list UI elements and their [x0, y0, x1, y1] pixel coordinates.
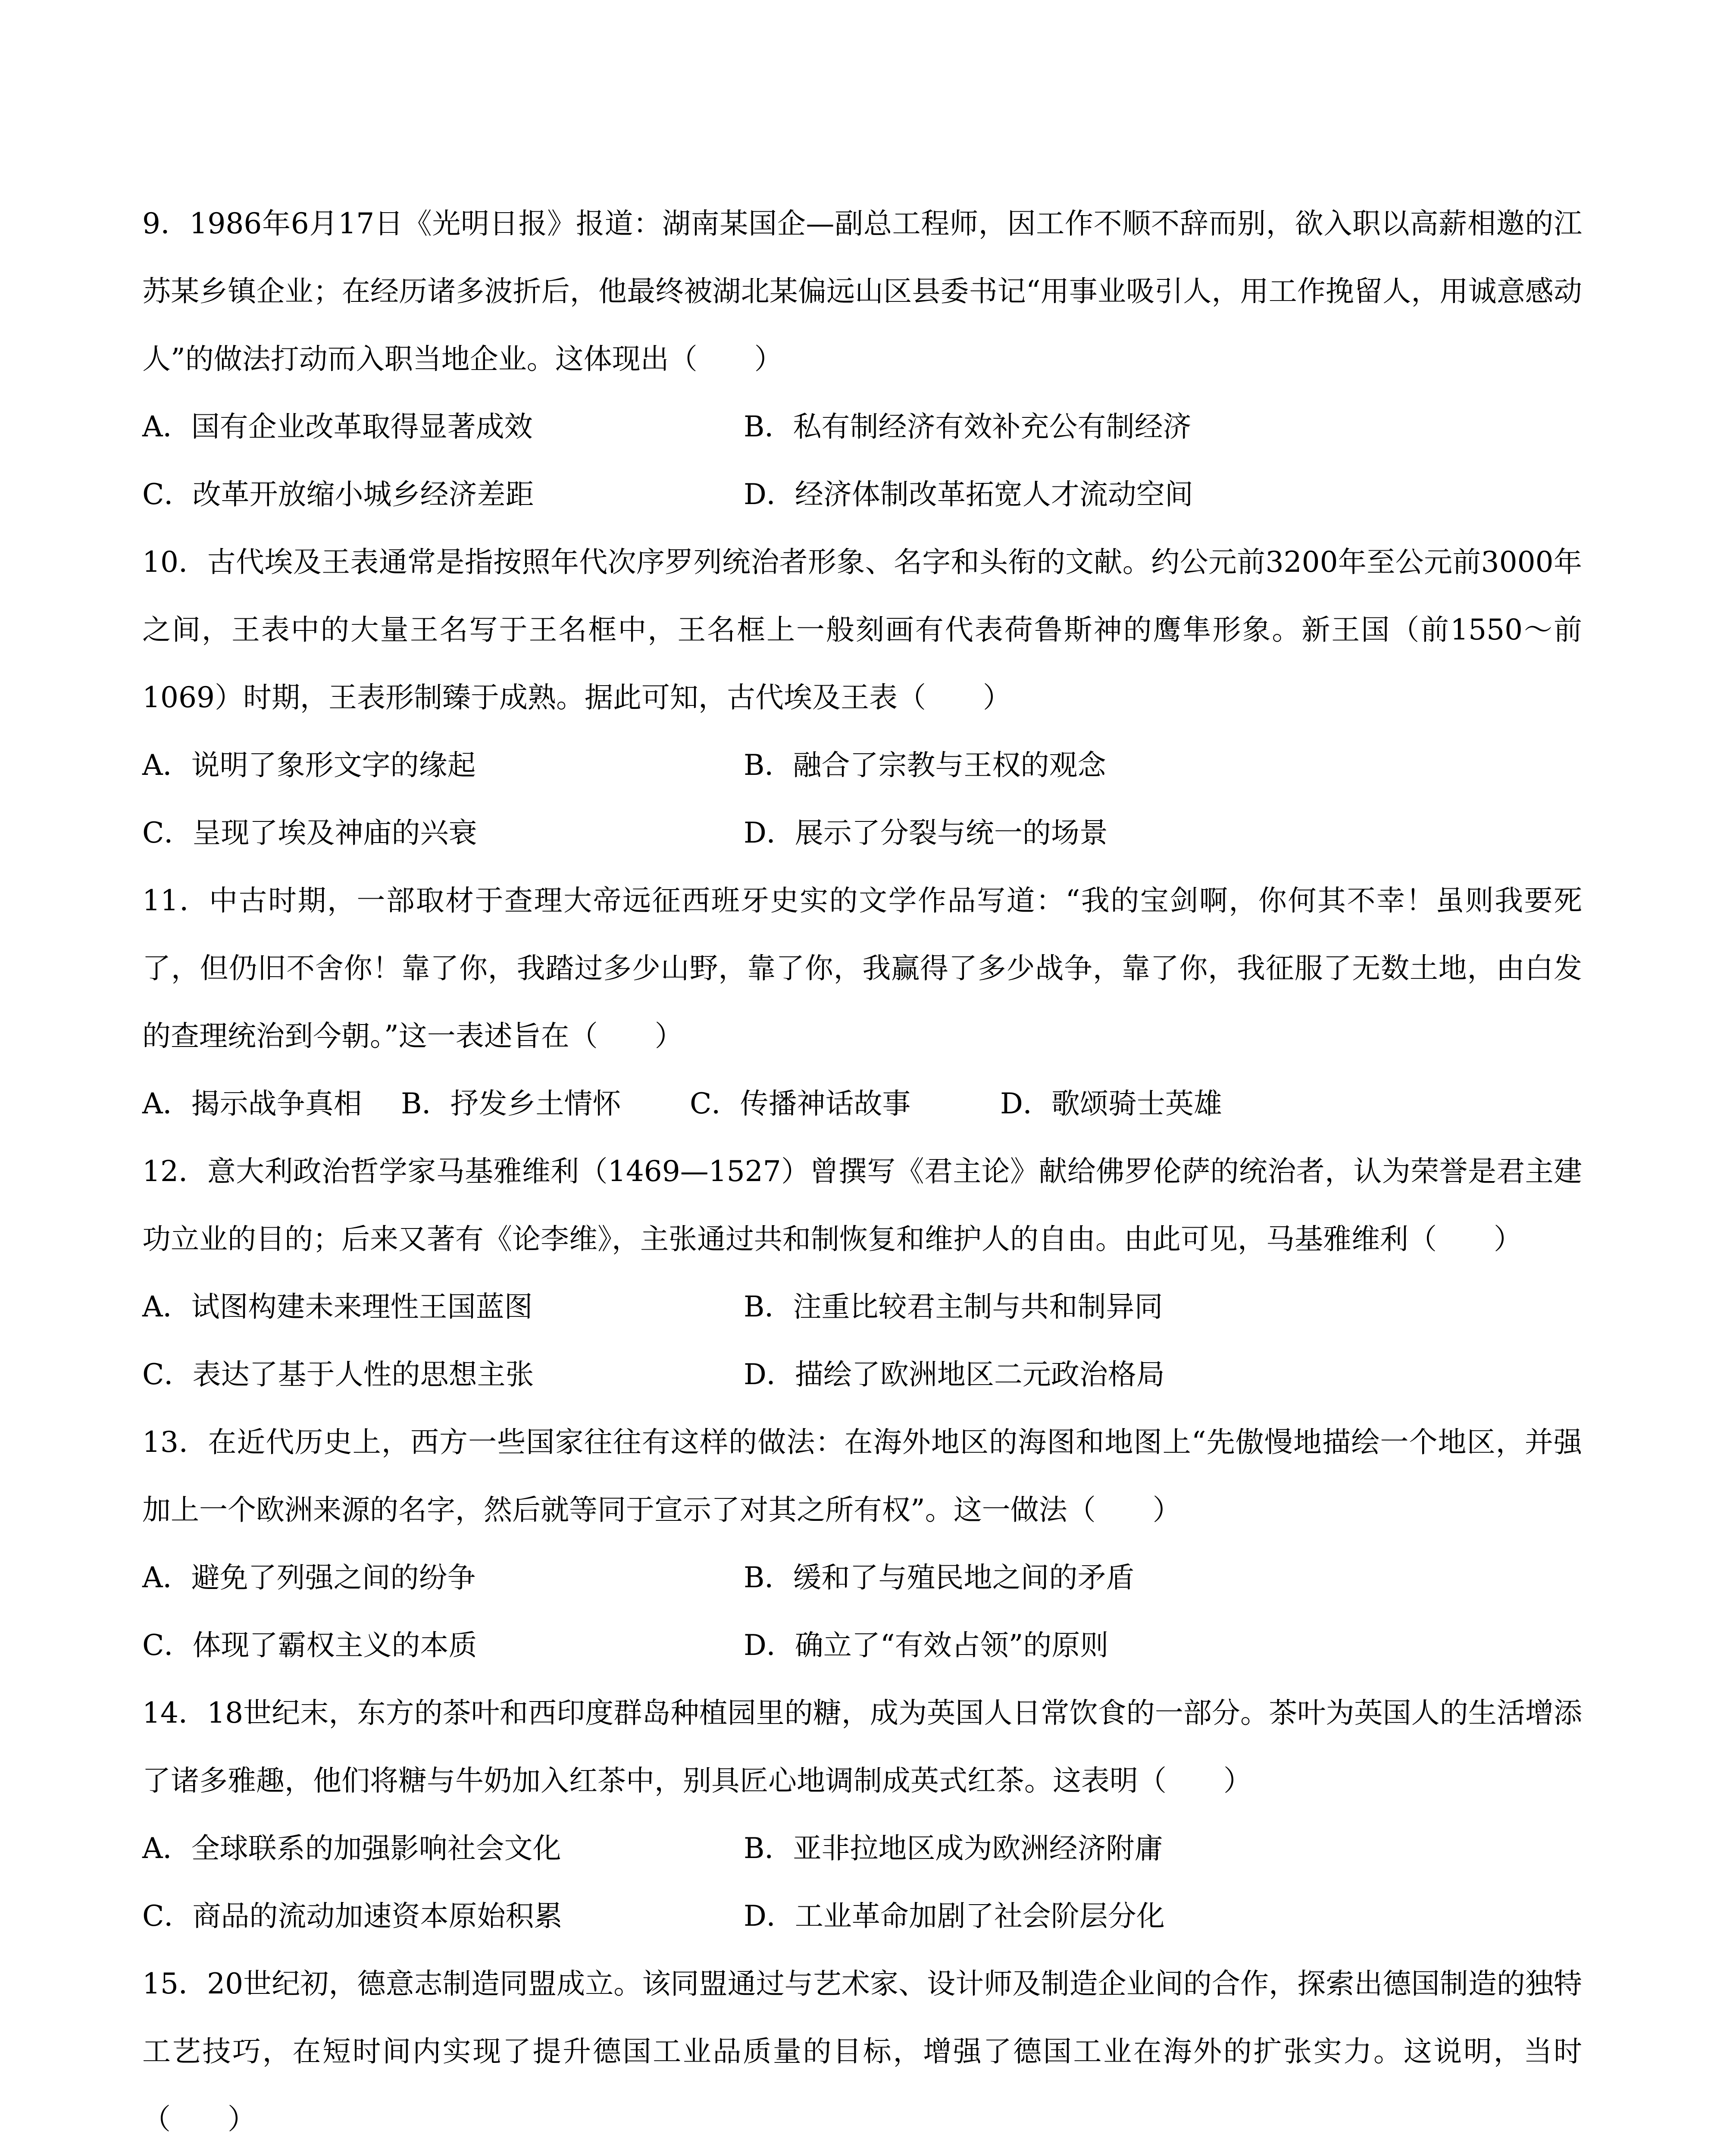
option-row — [142, 1273, 1582, 1341]
option-c[interactable]: C．呈现了埃及神庙的兴衰 — [142, 816, 477, 849]
option-c[interactable]: C．表达了基于人性的思想主张 — [142, 1358, 534, 1391]
option-d[interactable]: D．经济体制改革拓宽人才流动空间 — [744, 478, 1193, 511]
question-12 — [142, 1138, 1582, 1408]
option-row — [142, 1814, 1582, 1882]
question-page — [142, 190, 1582, 2153]
option-c[interactable]: C．商品的流动加速资本原始积累 — [142, 1899, 563, 1933]
option-a[interactable]: A．避免了列强之间的纷争 — [142, 1561, 476, 1594]
option-d[interactable]: D．展示了分裂与统一的场景 — [744, 816, 1108, 849]
option-c[interactable]: C．传播神话故事 — [690, 1087, 911, 1120]
option-row — [142, 731, 1582, 799]
option-c[interactable]: C．改革开放缩小城乡经济差距 — [142, 478, 534, 511]
question-stem: 12．意大利政治哲学家马基雅维利（1469—1527）曾撰写《君主论》献给佛罗伦萨的统治者，认为荣誉是君主建功立业的目的；后来又著有《论李维》，主张通过共和制恢复和维护人的自由。由此可见，马基雅维利（ ） — [142, 1155, 1582, 1256]
option-row — [142, 1882, 1582, 1950]
option-b[interactable]: B．私有制经济有效补充公有制经济 — [744, 410, 1192, 443]
option-b[interactable]: B．融合了宗教与王权的观念 — [744, 749, 1106, 782]
question-9 — [142, 190, 1582, 528]
option-d[interactable]: D．确立了“有效占领”的原则 — [744, 1629, 1109, 1662]
option-a[interactable]: A．说明了象形文字的缘起 — [142, 749, 476, 782]
option-row — [142, 1341, 1582, 1408]
question-stem: 11．中古时期，一部取材于查理大帝远征西班牙史实的文学作品写道：“我的宝剑啊，你何其不幸！虽则我要死了，但仍旧不舍你！靠了你，我踏过多少山野，靠了你，我赢得了多少战争，靠了你，我征服了无数土地，由白发的查理统治到今朝。”这一表述旨在（ ） — [142, 884, 1582, 1053]
option-d[interactable]: D．描绘了欧洲地区二元政治格局 — [744, 1358, 1165, 1391]
option-b[interactable]: B．抒发乡土情怀 — [401, 1087, 621, 1120]
option-a[interactable]: A．揭示战争真相 — [142, 1087, 362, 1120]
option-row — [142, 1611, 1582, 1679]
question-stem: 9．1986年6月17日《光明日报》报道：湖南某国企—副总工程师，因工作不顺不辞而别，欲入职以高薪相邀的江苏某乡镇企业；在经历诸多波折后，他最终被湖北某偏远山区县委书记“用事业吸引人，用工作挽留人，用诚意感动人”的做法打动而入职当地企业。这体现出（ ） — [142, 207, 1582, 376]
question-15 — [142, 1950, 1582, 2153]
option-d[interactable]: D．工业革命加剧了社会阶层分化 — [744, 1899, 1165, 1933]
question-11 — [142, 867, 1582, 1138]
option-row — [142, 799, 1582, 867]
option-row — [142, 1070, 1582, 1138]
question-stem: 15．20世纪初，德意志制造同盟成立。该同盟通过与艺术家、设计师及制造企业间的合作，探索出德国制造的独特工艺技巧，在短时间内实现了提升德国工业品质量的目标，增强了德国工业在海外的扩张实力。这说明，当时（ ） — [142, 1967, 1582, 2136]
option-d[interactable]: D．歌颂骑士英雄 — [1000, 1087, 1222, 1120]
question-10 — [142, 528, 1582, 867]
option-b[interactable]: B．亚非拉地区成为欧洲经济附庸 — [744, 1832, 1163, 1865]
option-a[interactable]: A．试图构建未来理性王国蓝图 — [142, 1290, 533, 1323]
question-14 — [142, 1679, 1582, 1950]
option-c[interactable]: C．体现了霸权主义的本质 — [142, 1629, 477, 1662]
question-13 — [142, 1408, 1582, 1679]
question-stem: 14．18世纪末，东方的茶叶和西印度群岛种植园里的糖，成为英国人日常饮食的一部分。茶叶为英国人的生活增添了诸多雅趣，他们将糖与牛奶加入红茶中，别具匠心地调制成英式红茶。这表明（ ） — [142, 1696, 1582, 1797]
option-row — [142, 461, 1582, 528]
option-a[interactable]: A．国有企业改革取得显著成效 — [142, 410, 533, 443]
option-row — [142, 393, 1582, 461]
option-a[interactable]: A．全球联系的加强影响社会文化 — [142, 1832, 561, 1865]
question-stem: 10．古代埃及王表通常是指按照年代次序罗列统治者形象、名字和头衔的文献。约公元前3200年至公元前3000年之间，王表中的大量王名写于王名框中，王名框上一般刻画有代表荷鲁斯神的鹰隼形象。新王国（前1550～前1069）时期，王表形制臻于成熟。据此可知，古代埃及王表（ ） — [142, 545, 1582, 714]
option-b[interactable]: B．缓和了与殖民地之间的矛盾 — [744, 1561, 1135, 1594]
option-row — [142, 1544, 1582, 1611]
question-stem: 13．在近代历史上，西方一些国家往往有这样的做法：在海外地区的海图和地图上“先傲慢地描绘一个地区，并强加上一个欧洲来源的名字，然后就等同于宣示了对其之所有权”。这一做法（ ） — [142, 1426, 1582, 1526]
option-b[interactable]: B．注重比较君主制与共和制异同 — [744, 1290, 1163, 1323]
